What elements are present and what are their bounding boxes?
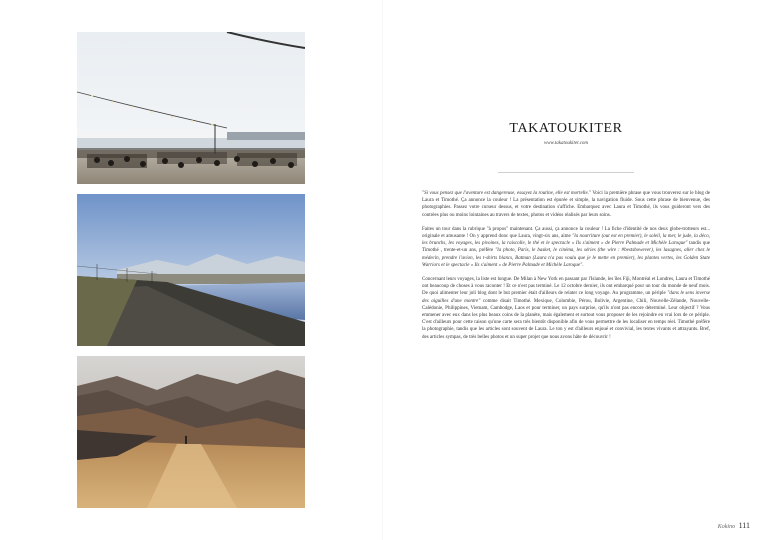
article-url[interactable]: www.takatoukiter.com bbox=[543, 141, 589, 146]
intro-text: Voici la première phrase que vous trouverez sur le blog de Laura et Timothé. Ça annonce la couleur ! La présentation est épurée et simple, la navigation fluide. Sous cette phrase de bienvenue, des photographies. Passez votre curseur dessus, et votre destination s'affiche. Embarquez avec Laura et Timothé, ils vous guideront vers des contrées plus ou moins lointaines au travers de textes, photos et vidéos réalisés par leurs soins. bbox=[422, 191, 711, 218]
about-text-a: Faites un tour dans la rubrique "à propos" maintenant. Ça aussi, ça annonce la couleur ! La fiche d'identité de nos deux globe-trotteurs est... originale et amusante ! On y apprend donc que Laura, vingt-six ans, aime bbox=[422, 226, 710, 240]
paragraph-intro bbox=[422, 190, 710, 219]
timothe-likes: "la photo, Paris, le basket, le cinéma, les séries (the wire : #bestshowever), les lasagnes, aller chez le médecin, prendre l'avion, les t-shirts blancs, Batman (Laura n'a pas voulu que je le mette en premier), les plantes vertes, les Golden State Warriors et le spectacle « Ils s'aiment » de Pierre Palmade et Michèle Laroque" bbox=[422, 248, 710, 268]
page-number: 111 bbox=[738, 521, 750, 530]
festival-crowd-photo bbox=[77, 32, 305, 184]
travels-text-b: comme disait Timothé. Mexique, Colombie, Pérou, Bolivie, Argentine, Chili, Nouvelle-Zélande, Nouvelle-Calédonie, Philippines, Vietnam, Cambodge, Laos et pour terminer, un pays surprise, qu'ils n'ont pas encore déterminé. Leur objectif ? Vous emmener avec eux dans les plus beaux coins de la planète, mais également et surtout vous proposer de les rejoindre en vrai lors de ce périple. C'est d'ailleurs pour cette raison qu'une carte sera très bientôt disponible afin de vous permettre de les localiser en temps réel. Timothé préfère la photographie, tandis que les articles sont souvent de Laura. Le ton y est d'ailleurs enjoué et convivial, les textes vivants et attrayants. Bref, des articles sympas, de très belles photos et un super projet que nous avons hâte de découvrir ! bbox=[422, 298, 710, 340]
paragraph-about bbox=[422, 226, 710, 269]
lakeside-road-photo bbox=[77, 194, 305, 346]
travels-text-a: Concernant leurs voyages, la liste est longue. De Milan à New York en passant par l'Islande, les îles Fiji, Montréal et Londres, Laura et Timothé ont beaucoup de choses à vous raconter ! Et ce n'est pas terminé. Le 12 octobre dernier, ils ont embarqué pour un tour du monde de neuf mois. De quoi alimenter leur joli blog dont le but premier était d'ailleurs de relater ce long voyage. Au programme, un périple bbox=[422, 277, 710, 297]
article-body bbox=[422, 190, 710, 348]
magazine-name: Kokino bbox=[717, 524, 736, 530]
article-title: TAKATOUKITER bbox=[509, 121, 623, 136]
travels-quote: "dans le sens inverse des aiguilles d'une montre" bbox=[422, 291, 710, 304]
page-folio bbox=[718, 521, 750, 530]
laura-likes: "la nourriture (out est en premier), le soleil, la mer, le jude, la déco, les brunchs, les voyages, les pivoines, la raiscolle, le thé et le spectacle « Ils s'aiment » de Pierre Palmade et Michèle Laroque" bbox=[422, 234, 710, 247]
about-text-c: . bbox=[582, 262, 584, 268]
volcanic-trail-photo bbox=[77, 356, 305, 508]
paragraph-travels bbox=[422, 276, 710, 341]
title-divider bbox=[498, 172, 634, 173]
opening-quote: "Si vous pensez que l'aventure est dangereuse, essayez la routine, elle est mortelle." bbox=[422, 191, 592, 196]
about-text-b: tandis que Timothé , trente-et-un ans, préfère bbox=[422, 241, 710, 254]
spread-fold bbox=[382, 0, 383, 540]
